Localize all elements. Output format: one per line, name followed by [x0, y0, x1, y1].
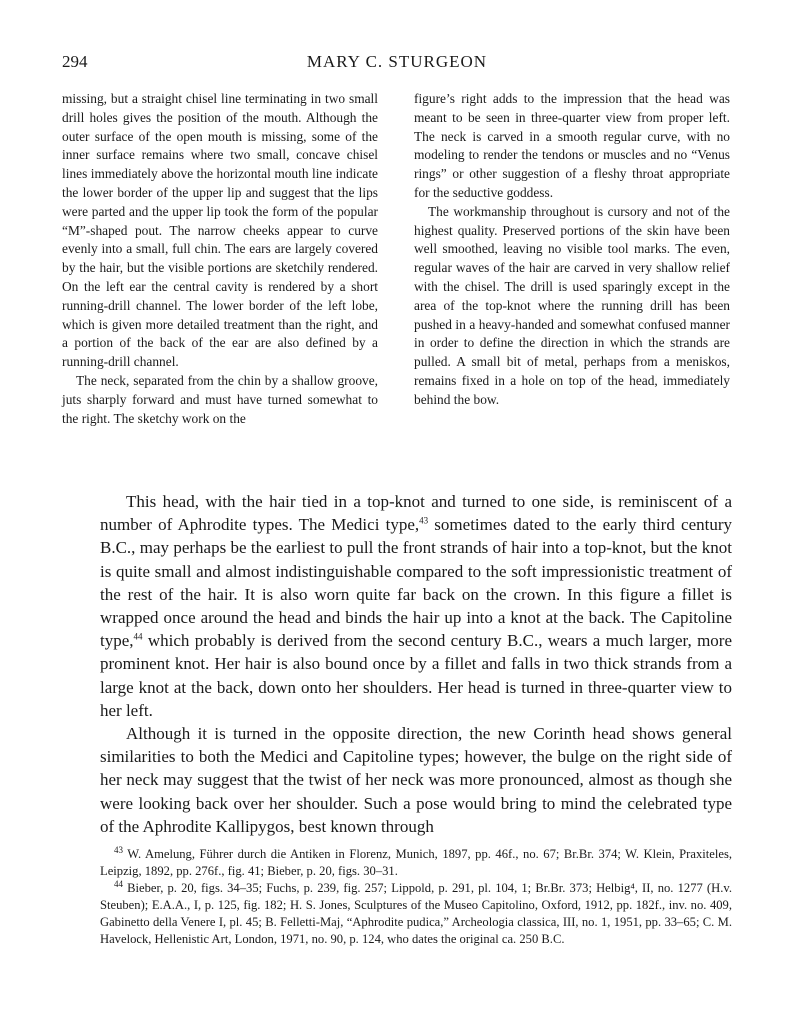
footnote-reference[interactable]: 43 [419, 515, 429, 526]
body-text: This head, with the hair tied in a top-knot and turned to one side, is reminiscent of a number of Aphrodite types. The Medici type, [100, 492, 732, 535]
left-column-paragraph: The neck, separated from the chin by a shallow groove, juts sharply forward and must have turned somewhat to the right. The sketchy work on the [62, 372, 378, 426]
two-column-text [62, 90, 732, 460]
left-column-paragraph: missing, but a straight chisel line terminating in two small drill holes gives the position of the mouth. Although the outer surface of the open mouth is missing, some of the inner surface remains where two small, concave chisel lines immediately above the horizontal mouth line indicate the lower border of the upper lip and suggest that the lips were parted and the upper lip took the form of the popular “M”-shaped pout. The narrow cheeks appear to curve evenly into a small, full chin. The ears are largely covered by the hair, but the visible portions are sketchily rendered. On the left ear the central cavity is rendered by a short running-drill channel. The lower border of the left lobe, which is given more detailed treatment than the right, and a portion of the back of the ear are also defined by a running-drill channel. [62, 91, 378, 370]
right-column-paragraph: The workmanship throughout is cursory and not of the highest quality. Preserved portions of the skin have been well smoothed, leaving no visible tool marks. The even, regular waves of the hair are carved in very shallow relief with the chisel. The drill is used sparingly except in the area of the top-knot where the running drill has been pushed in a heavy-handed and somewhat confused manner in order to define the direction in which the strands are pulled. A small bit of metal, perhaps from a meniskos, remains fixed in a hole on top of the head, immediately behind the bow. [414, 203, 730, 407]
footnote-text: W. Amelung, Führer durch die Antiken in Florenz, Munich, 1897, pp. 46f., no. 67; Br.Br. 374; W. Klein, Praxiteles, Leipzig, 1892, pp. 276f., fig. 41; Bieber, p. 20, figs. 30–31. [100, 847, 732, 878]
footnote-44 [100, 880, 732, 948]
footnotes [100, 846, 732, 948]
footnote-number: 43 [114, 844, 123, 855]
body-text: which probably is derived from the second century B.C., wears a much larger, more prominent knot. Her hair is also bound once by a fillet and falls in two thick strands from a large knot at the back, down onto her shoulders. Her head is turned in three-quarter view to her left. [100, 631, 732, 720]
page-header [62, 52, 732, 76]
page-number: 294 [62, 52, 88, 71]
footnote-43 [100, 846, 732, 880]
running-head: MARY C. STURGEON [306, 52, 488, 71]
footnote-reference[interactable]: 44 [133, 631, 143, 642]
right-column-paragraph: figure’s right adds to the impression that the head was meant to be seen in three-quarter view from proper left. The neck is carved in a smooth regular curve, with no modeling to render the tendons or muscles and no “Venus rings” or other suggestion of a fleshy throat appropriate for the seductive goddess. [414, 91, 730, 200]
right-column [414, 90, 730, 410]
body-text: sometimes dated to the early third century B.C., may perhaps be the earliest to pull the front strands of hair into a top-knot, but the knot is quite small and almost indistinguishable compared to the soft impressionistic treatment of the rest of the hair. It is also worn quite far back on the crown. In this figure a fillet is wrapped once around the head and binds the hair up into a knot at the back. The Capitoline type, [100, 515, 732, 651]
body-paragraph [100, 490, 732, 722]
left-column [62, 90, 378, 428]
footnote-number: 44 [114, 878, 123, 889]
main-text [100, 490, 732, 838]
footnote-text: Bieber, p. 20, figs. 34–35; Fuchs, p. 239, fig. 257; Lippold, p. 291, pl. 104, 1; Br.Br. 373; Helbig⁴, II, no. 1277 (H.v. Steuben); E.A.A., I, p. 125, fig. 182; H. S. Jones, Sculptures of the Museo Capitolino, Oxford, 1912, pp. 182f., inv. no. 409, Gabinetto della Venere I, pl. 45; B. Felletti-Maj, “Aphrodite pudica,” Archeologia classica, III, no. 1, 1951, pp. 33–65; C. M. Havelock, Hellenistic Art, London, 1971, no. 90, p. 124, who dates the original ca. 250 B.C. [100, 881, 732, 946]
body-paragraph: Although it is turned in the opposite direction, the new Corinth head shows general similarities to both the Medici and Capitoline types; however, the bulge on the right side of her neck may suggest that the twist of her neck was more pronounced, almost as though she were looking back over her shoulder. Such a pose would bring to mind the celebrated type of the Aphrodite Kallipygos, best known through [100, 724, 732, 836]
